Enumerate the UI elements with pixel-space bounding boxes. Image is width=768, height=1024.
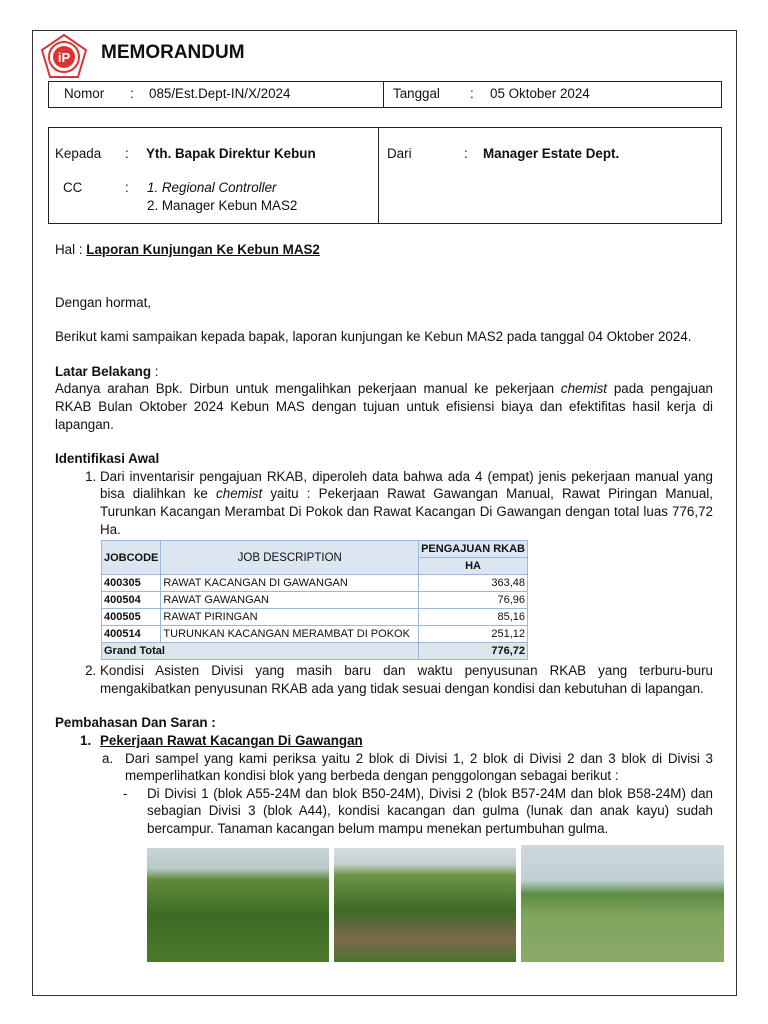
colon: :: [470, 86, 474, 101]
table-row: 400514 TURUNKAN KACANGAN MERAMBAT DI POKOK 251,12: [102, 626, 528, 643]
total-row: Grand Total 776,72: [102, 643, 528, 660]
header-group: PENGAJUAN RKAB: [419, 541, 528, 558]
colon: :: [151, 363, 159, 379]
hal-label: Hal :: [55, 242, 87, 257]
identifikasi-item-2: 2. Kondisi Asisten Divisi yang masih baru dan waktu penyusunan RKAB yang terburu-buru mengakibatkan penyusunan RKAB ada yang tidak sesuai dengan kondisi dan kebutuhan di lapangan.: [100, 662, 713, 697]
photo-row: [147, 845, 713, 962]
table-row: 400504 RAWAT GAWANGAN 76,96: [102, 592, 528, 609]
field-photo-1: [147, 848, 329, 962]
cc-item: 2. Manager Kebun MAS2: [147, 198, 298, 213]
cc-label: CC: [63, 180, 83, 195]
table-row: 400505 RAWAT PIRINGAN 85,16: [102, 609, 528, 626]
identifikasi-heading: Identifikasi Awal: [55, 451, 160, 467]
memo-body: [55, 241, 713, 962]
cc-item: 1. Regional Controller: [147, 180, 277, 195]
company-logo: [40, 33, 88, 79]
header-desc: JOB DESCRIPTION: [161, 541, 419, 575]
kepada-value: Yth. Bapak Direktur Kebun: [146, 146, 316, 161]
header-unit: HA: [419, 558, 528, 575]
memo-title: MEMORANDUM: [101, 42, 245, 63]
greeting: Dengan hormat,: [55, 294, 152, 310]
field-photo-3: [521, 845, 724, 962]
colon: :: [125, 146, 129, 161]
table-row: 400305 RAWAT KACANGAN DI GAWANGAN 363,48: [102, 575, 528, 592]
nomor-label: Nomor: [64, 86, 105, 101]
latar-heading: Latar Belakang: [55, 363, 152, 379]
point-a: a. Dari sampel yang kami periksa yaitu 2 blok di Divisi 1, 2 blok di Divisi 2 dan 3 blok di Divisi 3 memperlihatkan kondisi blok yang berbeda dengan penggolongan sebagai berikut :: [102, 750, 713, 784]
intro-paragraph: Berikut kami sampaikan kepada bapak, laporan kunjungan ke Kebun MAS2 pada tanggal 04 Oktober 2024.: [55, 329, 692, 345]
latar-paragraph: Adanya arahan Bpk. Dirbun untuk mengalihkan pekerjaan manual ke pekerjaan chemist pada pengajuan RKAB Bulan Oktober 2024 Kebun MAS dengan tujuan untuk efisiensi biaya dan efektifitas hasil kerja di lapangan.: [55, 381, 713, 432]
header-jobcode: JOBCODE: [102, 541, 161, 575]
rkab-table: [101, 540, 528, 660]
tanggal-label: Tanggal: [393, 86, 440, 101]
field-photo-2: [334, 848, 516, 962]
point-dash: - Di Divisi 1 (blok A55-24M dan blok B50-24M), Divisi 2 (blok B57-24M dan blok B58-24M) dan sebagian Divisi 3 (blok A44), kondisi kacangan dan gulma (lunak dan anak kayu) sudah bercampur. Tanaman kacangan belum mampu menekan pertumbuhan gulma.: [123, 785, 713, 836]
colon: :: [125, 180, 129, 195]
identifikasi-item-1: 1. Dari inventarisir pengajuan RKAB, diperoleh data bahwa ada 4 (empat) jenis pekerjaan manual yang bisa dialihkan ke chemist yaitu : Pekerjaan Rawat Gawangan Manual, Rawat Piringan Manual, Turunkan Kacangan Merambat Di Pokok dan Rawat Kacangan Di Gawangan dengan total luas 776,72 Ha.: [100, 468, 713, 538]
kepada-label: Kepada: [55, 146, 102, 161]
pembahasan-sub-1: 1. Pekerjaan Rawat Kacangan Di Gawangan: [80, 732, 363, 748]
pembahasan-heading: Pembahasan Dan Saran :: [55, 715, 216, 731]
tanggal-value: 05 Oktober 2024: [490, 86, 590, 101]
hal-value: Laporan Kunjungan Ke Kebun MAS2: [86, 242, 320, 257]
nomor-value: 085/Est.Dept-IN/X/2024: [149, 86, 291, 101]
svg-text:iP: iP: [57, 50, 71, 65]
colon: :: [130, 86, 134, 101]
hal-line: [55, 241, 713, 259]
dari-value: Manager Estate Dept.: [483, 146, 620, 161]
dari-box: [378, 127, 722, 224]
colon: :: [464, 146, 468, 161]
dari-label: Dari: [387, 146, 412, 161]
